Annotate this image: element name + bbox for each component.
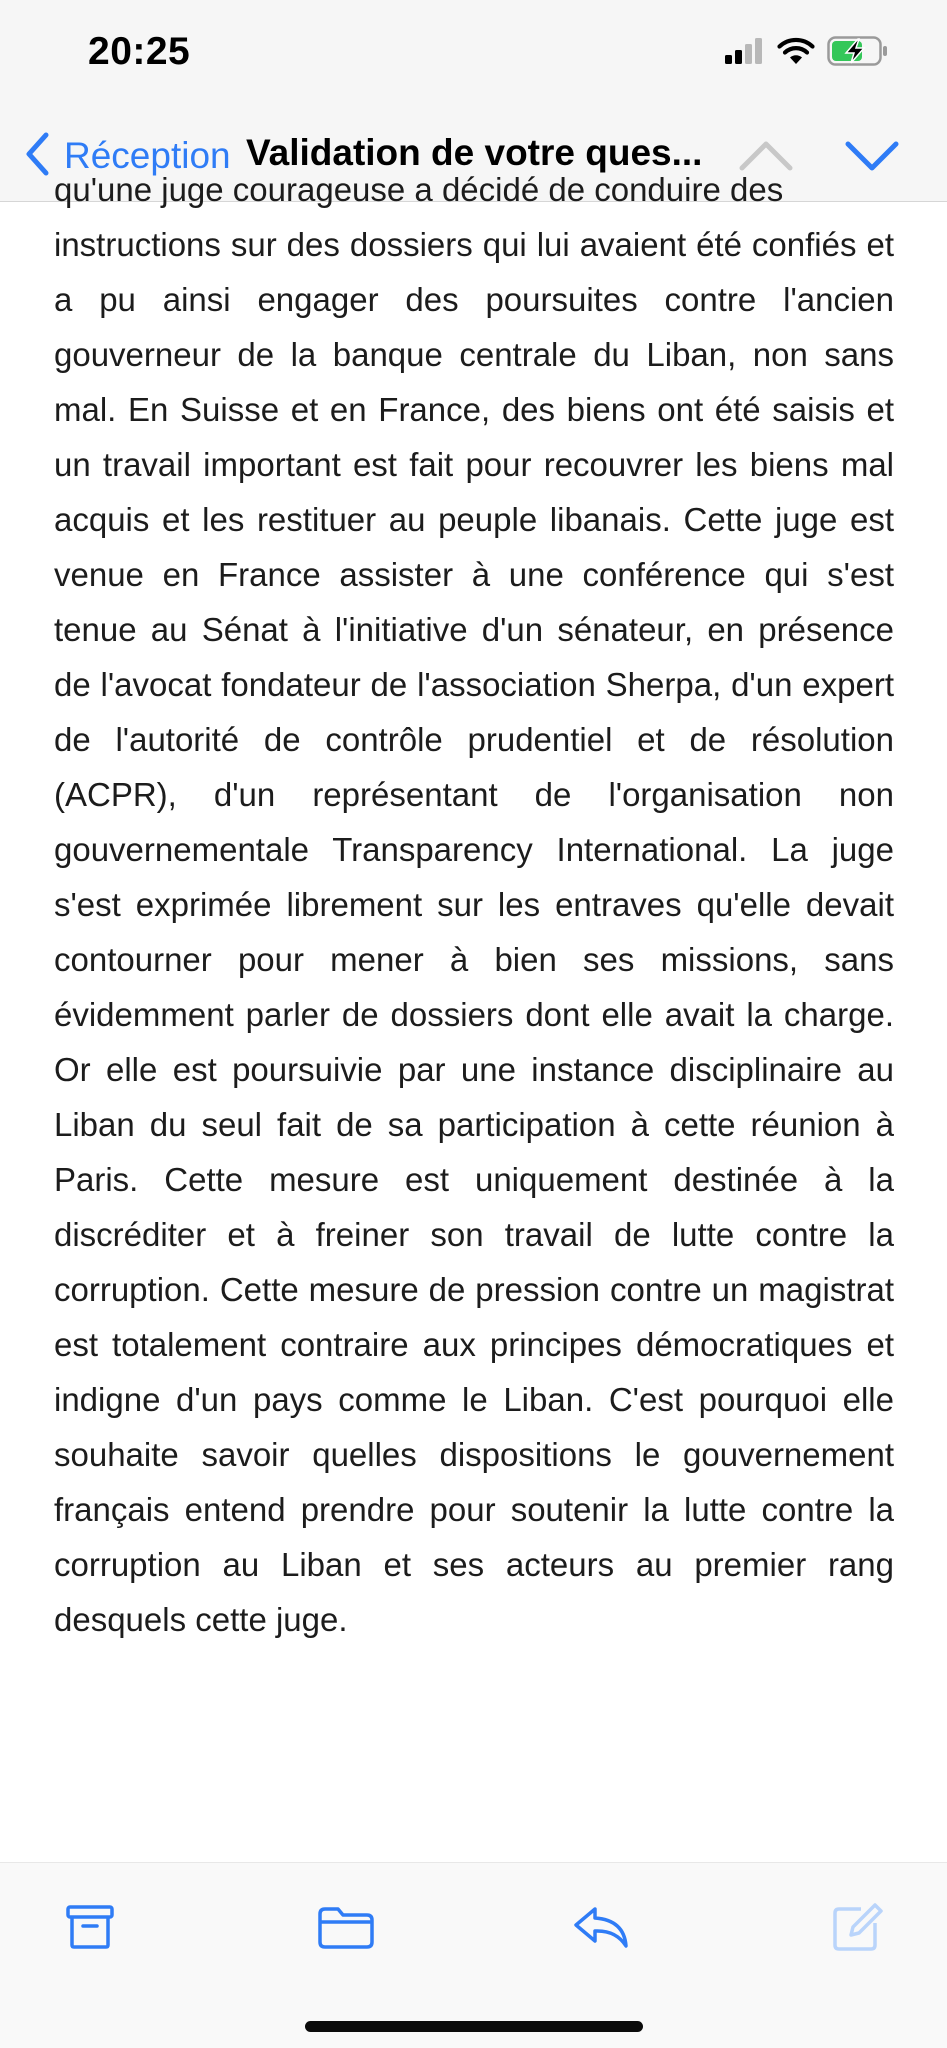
battery-charging-icon <box>827 36 889 71</box>
bottom-toolbar <box>0 1862 947 2048</box>
compose-button[interactable] <box>825 1897 889 1961</box>
wifi-icon <box>777 37 815 70</box>
status-time: 20:25 <box>88 30 191 73</box>
folder-icon <box>317 1904 375 1955</box>
status-bar <box>0 0 947 110</box>
archive-button[interactable] <box>58 1897 122 1961</box>
archive-icon <box>65 1903 115 1956</box>
home-indicator[interactable] <box>305 2021 643 2032</box>
cellular-signal-icon <box>725 38 765 69</box>
reply-button[interactable] <box>569 1897 633 1961</box>
message-content[interactable] <box>0 171 947 1862</box>
chevron-left-icon <box>24 132 50 181</box>
move-to-folder-button[interactable] <box>314 1897 378 1961</box>
back-button-label: Réception <box>64 135 231 176</box>
reply-icon <box>572 1904 630 1955</box>
message-subject-title: Validation de votre ques... <box>246 132 703 173</box>
message-body-text: qu'une juge courageuse a décidé de conduire des instructions sur des dossiers qui lui avaient été confiés et a pu ainsi engager des poursuites contre l'ancien gouverneur de la banque centrale du Liban, non sans mal. En Suisse et en France, des biens ont été saisis et un travail important est fait pour recouvrer les biens mal acquis et les restituer au peuple libanais. Cette juge est venue en France assister à une conférence qui s'est tenue au Sénat à l'initiative d'un sénateur, en présence de l'avocat fondateur de l'association Sherpa, d'un expert de l'autorité de contrôle prudentiel et de résolution (ACPR), d'un représentant de l'organisation non gouvernementale Transparency International. La juge s'est exprimée librement sur les entraves qu'elle devait contourner pour mener à bien ses missions, sans évidemment parler de dossiers dont elle avait la charge. Or elle est poursuivie par une instance disciplinaire au Liban du seul fait de sa participation à cette réunion à Paris. Cette mesure est uniquement destinée à la discréditer et à freiner son travail de lutte contre la corruption. Cette mesure de pression contre un magistrat est totalement contraire aux principes démocratiques et indigne d'un pays comme le Liban. C'est pourquoi elle souhaite savoir quelles dispositions le gouvernement français entend prendre pour soutenir la lutte contre la corruption au Liban et ses acteurs au premier rang desquels cette juge. <box>54 171 894 1638</box>
compose-icon <box>831 1901 883 1958</box>
status-icons <box>725 36 889 71</box>
